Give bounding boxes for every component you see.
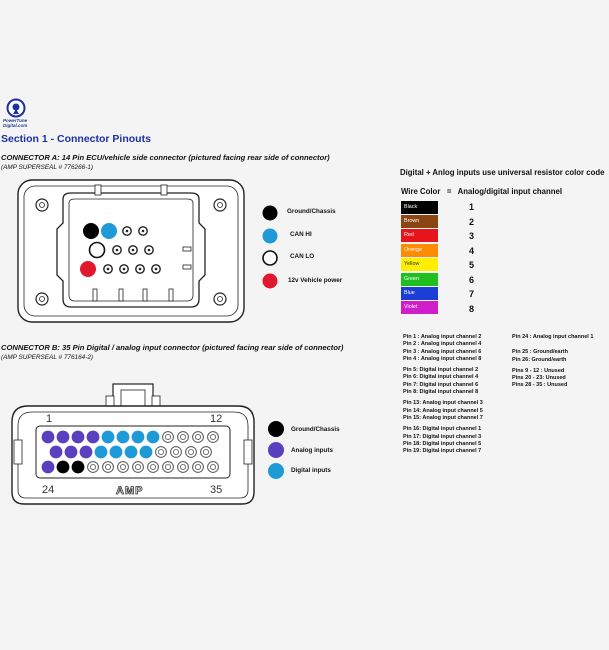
pin-list-right: [512, 334, 593, 390]
pin-list-item: Pin 6: Digital input channel 4: [403, 374, 479, 381]
wire-color-heading: [401, 187, 562, 196]
equals-sign: =: [446, 187, 452, 196]
pin-list-item: Pin 1 : Analog input channel 2: [403, 334, 482, 340]
pin-list-item: Pins 9 - 12 : Unused: [512, 367, 565, 374]
pin-list-item: Pin 5: Digital input channel 2: [403, 367, 479, 374]
swatch-number-1: 1: [469, 202, 475, 212]
powertune-logo-icon: [6, 98, 26, 118]
legend-12v-power: 12v Vehicle power: [288, 277, 343, 284]
pin-label-35: 35: [210, 484, 223, 496]
section-title: Section 1 - Connector Pinouts: [1, 133, 151, 145]
pin-list-gap: [512, 341, 593, 349]
connector-a-legend-dots: [261, 205, 279, 295]
wire-color-label: Wire Color: [401, 187, 441, 196]
pin-list-item: Pin 17: Digital input channel 3: [403, 433, 482, 440]
logo-text: [3, 118, 33, 128]
connector-a-title: CONNECTOR A: 14 Pin ECU/vehicle side connector (pictured facing rear side of connector): [1, 153, 330, 162]
pin-list-item: Pin 26: Ground/earth: [512, 356, 567, 363]
pin-list-item: Pin 4 : Analog input channel 8: [403, 355, 482, 362]
swatch-number-4: 4: [469, 246, 475, 256]
legend-b-analog-inputs: Analog inputs: [291, 447, 333, 454]
legend-dot-can-hi: [263, 229, 278, 244]
color-code-heading: Digital + Anlog inputs use universal resistor color code: [400, 168, 605, 177]
pin-list-item: Pin 13: Analog input channel 3: [403, 400, 483, 407]
swatch-number-5: 5: [469, 260, 475, 270]
connector-b-diagram: [10, 382, 256, 508]
swatch-number-6: 6: [469, 275, 475, 285]
swatch-number-2: 2: [469, 217, 475, 227]
pin-can-hi: [101, 223, 117, 239]
connector-b-part-number: (AMP SUPERSEAL # 776164-2): [1, 354, 93, 361]
logo-line-2: Digital.com: [3, 123, 28, 128]
pin-list-item: Pin 8: Digital input channel 8: [403, 389, 479, 396]
connector-a-diagram: [15, 177, 247, 325]
legend-can-hi: CAN HI: [290, 231, 312, 238]
swatch-number-8: 8: [469, 304, 475, 314]
pin-list-item: Pin 25 : Ground/earth: [512, 349, 568, 356]
pin-list-item: Pin 7: Digital input channel 6: [403, 381, 479, 388]
legend-ground-chassis: Ground/Chassis: [287, 208, 336, 215]
swatch-violet: Violet: [401, 301, 438, 314]
pin-list-item: Pin 18: Digital input channel 5: [403, 440, 482, 447]
pin-list-item: Pin 2 : Analog input channel 4: [403, 341, 482, 348]
swatch-yellow: Yellow: [401, 258, 438, 271]
legend-b-digital-inputs: Digital inputs: [291, 467, 331, 474]
legend-dot-analog: [268, 442, 284, 458]
pin-can-lo: [90, 243, 105, 258]
channel-label: Analog/digital input channel: [457, 187, 563, 196]
pin-list-item: Pin 19: Digital input channel 7: [403, 448, 482, 455]
pin-list-item: Pins 20 - 23: Unused: [512, 375, 566, 382]
pin-list-item: Pin 14: Analog input channel 5: [403, 407, 483, 414]
pin-label-1: 1: [46, 413, 53, 425]
swatch-number-7: 7: [469, 289, 475, 299]
pin-list-item: Pin 15: Analog input channel 7: [403, 414, 483, 421]
legend-can-lo: CAN LO: [290, 253, 315, 260]
legend-dot-can-lo: [263, 251, 277, 265]
pin-list-left: [403, 334, 483, 455]
pin-12v-power: [80, 261, 96, 277]
pin-ground: [83, 223, 99, 239]
legend-dot-ground-b: [268, 421, 284, 437]
pin-list-item: Pins 28 - 35 : Unused: [512, 382, 568, 389]
legend-dot-12v: [263, 274, 278, 289]
amp-brand-text: AMP: [116, 485, 144, 497]
swatch-green: Green: [401, 273, 438, 286]
pin-list-item: Pin 16: Digital input channel 1: [403, 426, 482, 433]
legend-dot-ground: [263, 206, 278, 221]
legend-b-ground-chassis: Ground/Chassis: [291, 426, 340, 433]
connector-b-title: CONNECTOR B: 35 Pin Digital / analog input connector (pictured facing rear side of connector): [1, 343, 344, 352]
swatch-black: Black: [401, 201, 438, 214]
swatch-blue: Blue: [401, 287, 438, 300]
pin-label-12: 12: [210, 413, 223, 425]
legend-dot-digital: [268, 463, 284, 479]
pin-list-item: Pin 24 : Analog input channel 1: [512, 334, 594, 340]
swatch-red: Red: [401, 229, 438, 242]
connector-a-part-number: (AMP SUPERSEAL # 776266-1): [1, 164, 93, 171]
swatch-orange: Orange: [401, 244, 438, 257]
swatch-number-3: 3: [469, 231, 475, 241]
connector-b-legend-dots: [266, 420, 286, 480]
pin-list-item: Pin 3 : Analog input channel 6: [403, 348, 482, 355]
swatch-brown: Brown: [401, 215, 438, 228]
pin-label-24: 24: [42, 484, 55, 496]
logo-line-1: PowerTune: [3, 118, 28, 123]
